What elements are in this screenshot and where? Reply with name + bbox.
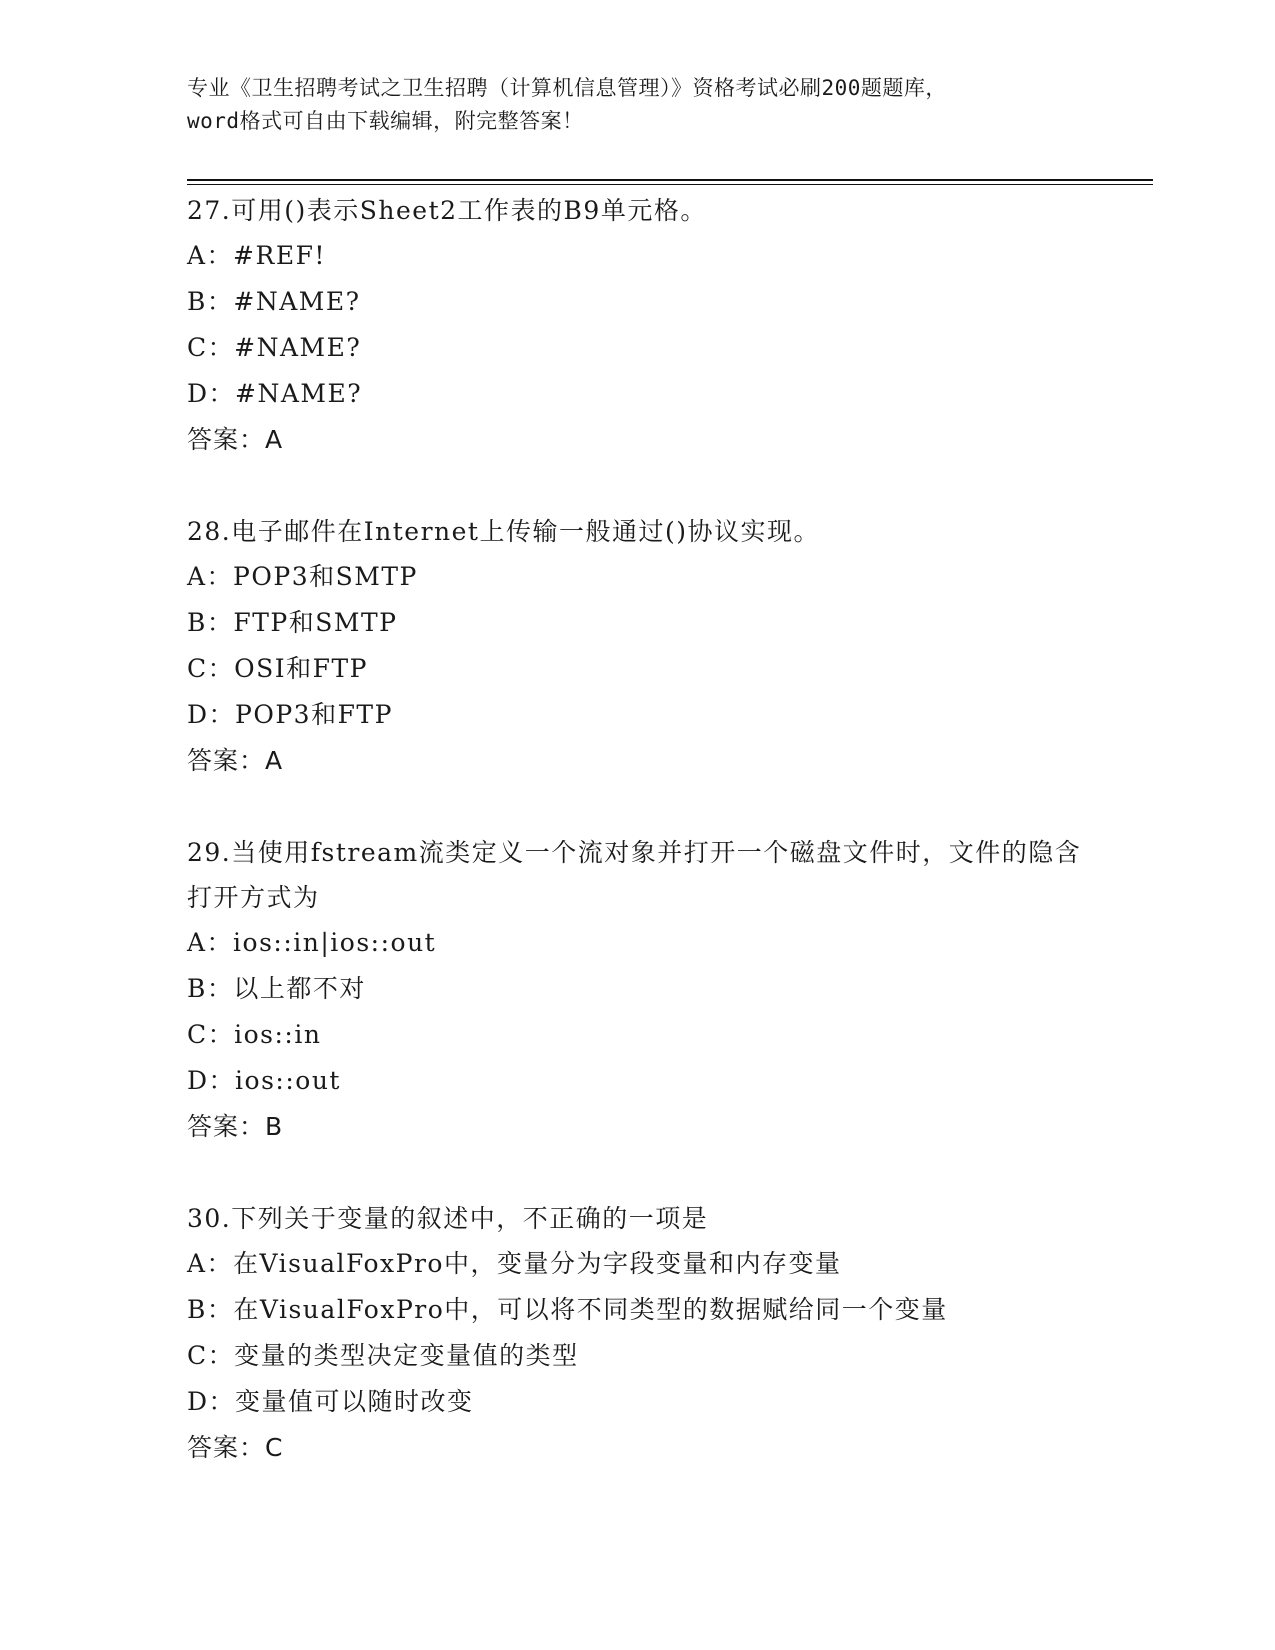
option-b: B：#NAME?: [187, 287, 361, 316]
question-list: [187, 188, 1147, 1517]
document-header: [187, 72, 1087, 138]
option-c: C：变量的类型决定变量值的类型: [187, 1341, 579, 1370]
answer-label: 答案：A: [187, 746, 284, 775]
option-a: A：#REF!: [187, 241, 326, 270]
option-a: A：ios::in|ios::out: [187, 928, 437, 957]
question-30: [187, 1196, 1147, 1471]
question-27: [187, 188, 1147, 463]
option-c: C：#NAME?: [187, 333, 362, 362]
answer-label: 答案：B: [187, 1112, 284, 1141]
option-d: D：POP3和FTP: [187, 700, 393, 729]
question-text: 27.可用()表示Sheet2工作表的B9单元格。: [187, 196, 707, 225]
question-text: 28.电子邮件在Internet上传输一般通过()协议实现。: [187, 517, 820, 546]
question-28: [187, 509, 1147, 784]
header-divider-thick: [187, 179, 1153, 181]
answer-label: 答案：C: [187, 1433, 284, 1462]
option-b: B：在VisualFoxPro中，可以将不同类型的数据赋给同一个变量: [187, 1295, 948, 1324]
option-b: B：以上都不对: [187, 974, 366, 1003]
question-29: [187, 830, 1147, 1150]
answer-label: 答案：A: [187, 425, 284, 454]
question-text: 29.当使用fstream流类定义一个流对象并打开一个磁盘文件时，文件的隐含打开方式为: [187, 838, 1082, 912]
option-a: A：在VisualFoxPro中，变量分为字段变量和内存变量: [187, 1249, 842, 1278]
option-c: C：OSI和FTP: [187, 654, 368, 683]
option-d: D：ios::out: [187, 1066, 341, 1095]
option-c: C：ios::in: [187, 1020, 322, 1049]
option-d: D：变量值可以随时改变: [187, 1387, 474, 1416]
option-a: A：POP3和SMTP: [187, 562, 418, 591]
header-line-2: word格式可自由下载编辑，附完整答案！: [187, 109, 584, 133]
option-d: D：#NAME?: [187, 379, 363, 408]
header-line-1: 专业《卫生招聘考试之卫生招聘（计算机信息管理）》资格考试必刷200题题库，: [187, 76, 947, 100]
question-text: 30.下列关于变量的叙述中，不正确的一项是: [187, 1204, 709, 1233]
option-b: B：FTP和SMTP: [187, 608, 398, 637]
header-divider-thin: [187, 184, 1153, 185]
